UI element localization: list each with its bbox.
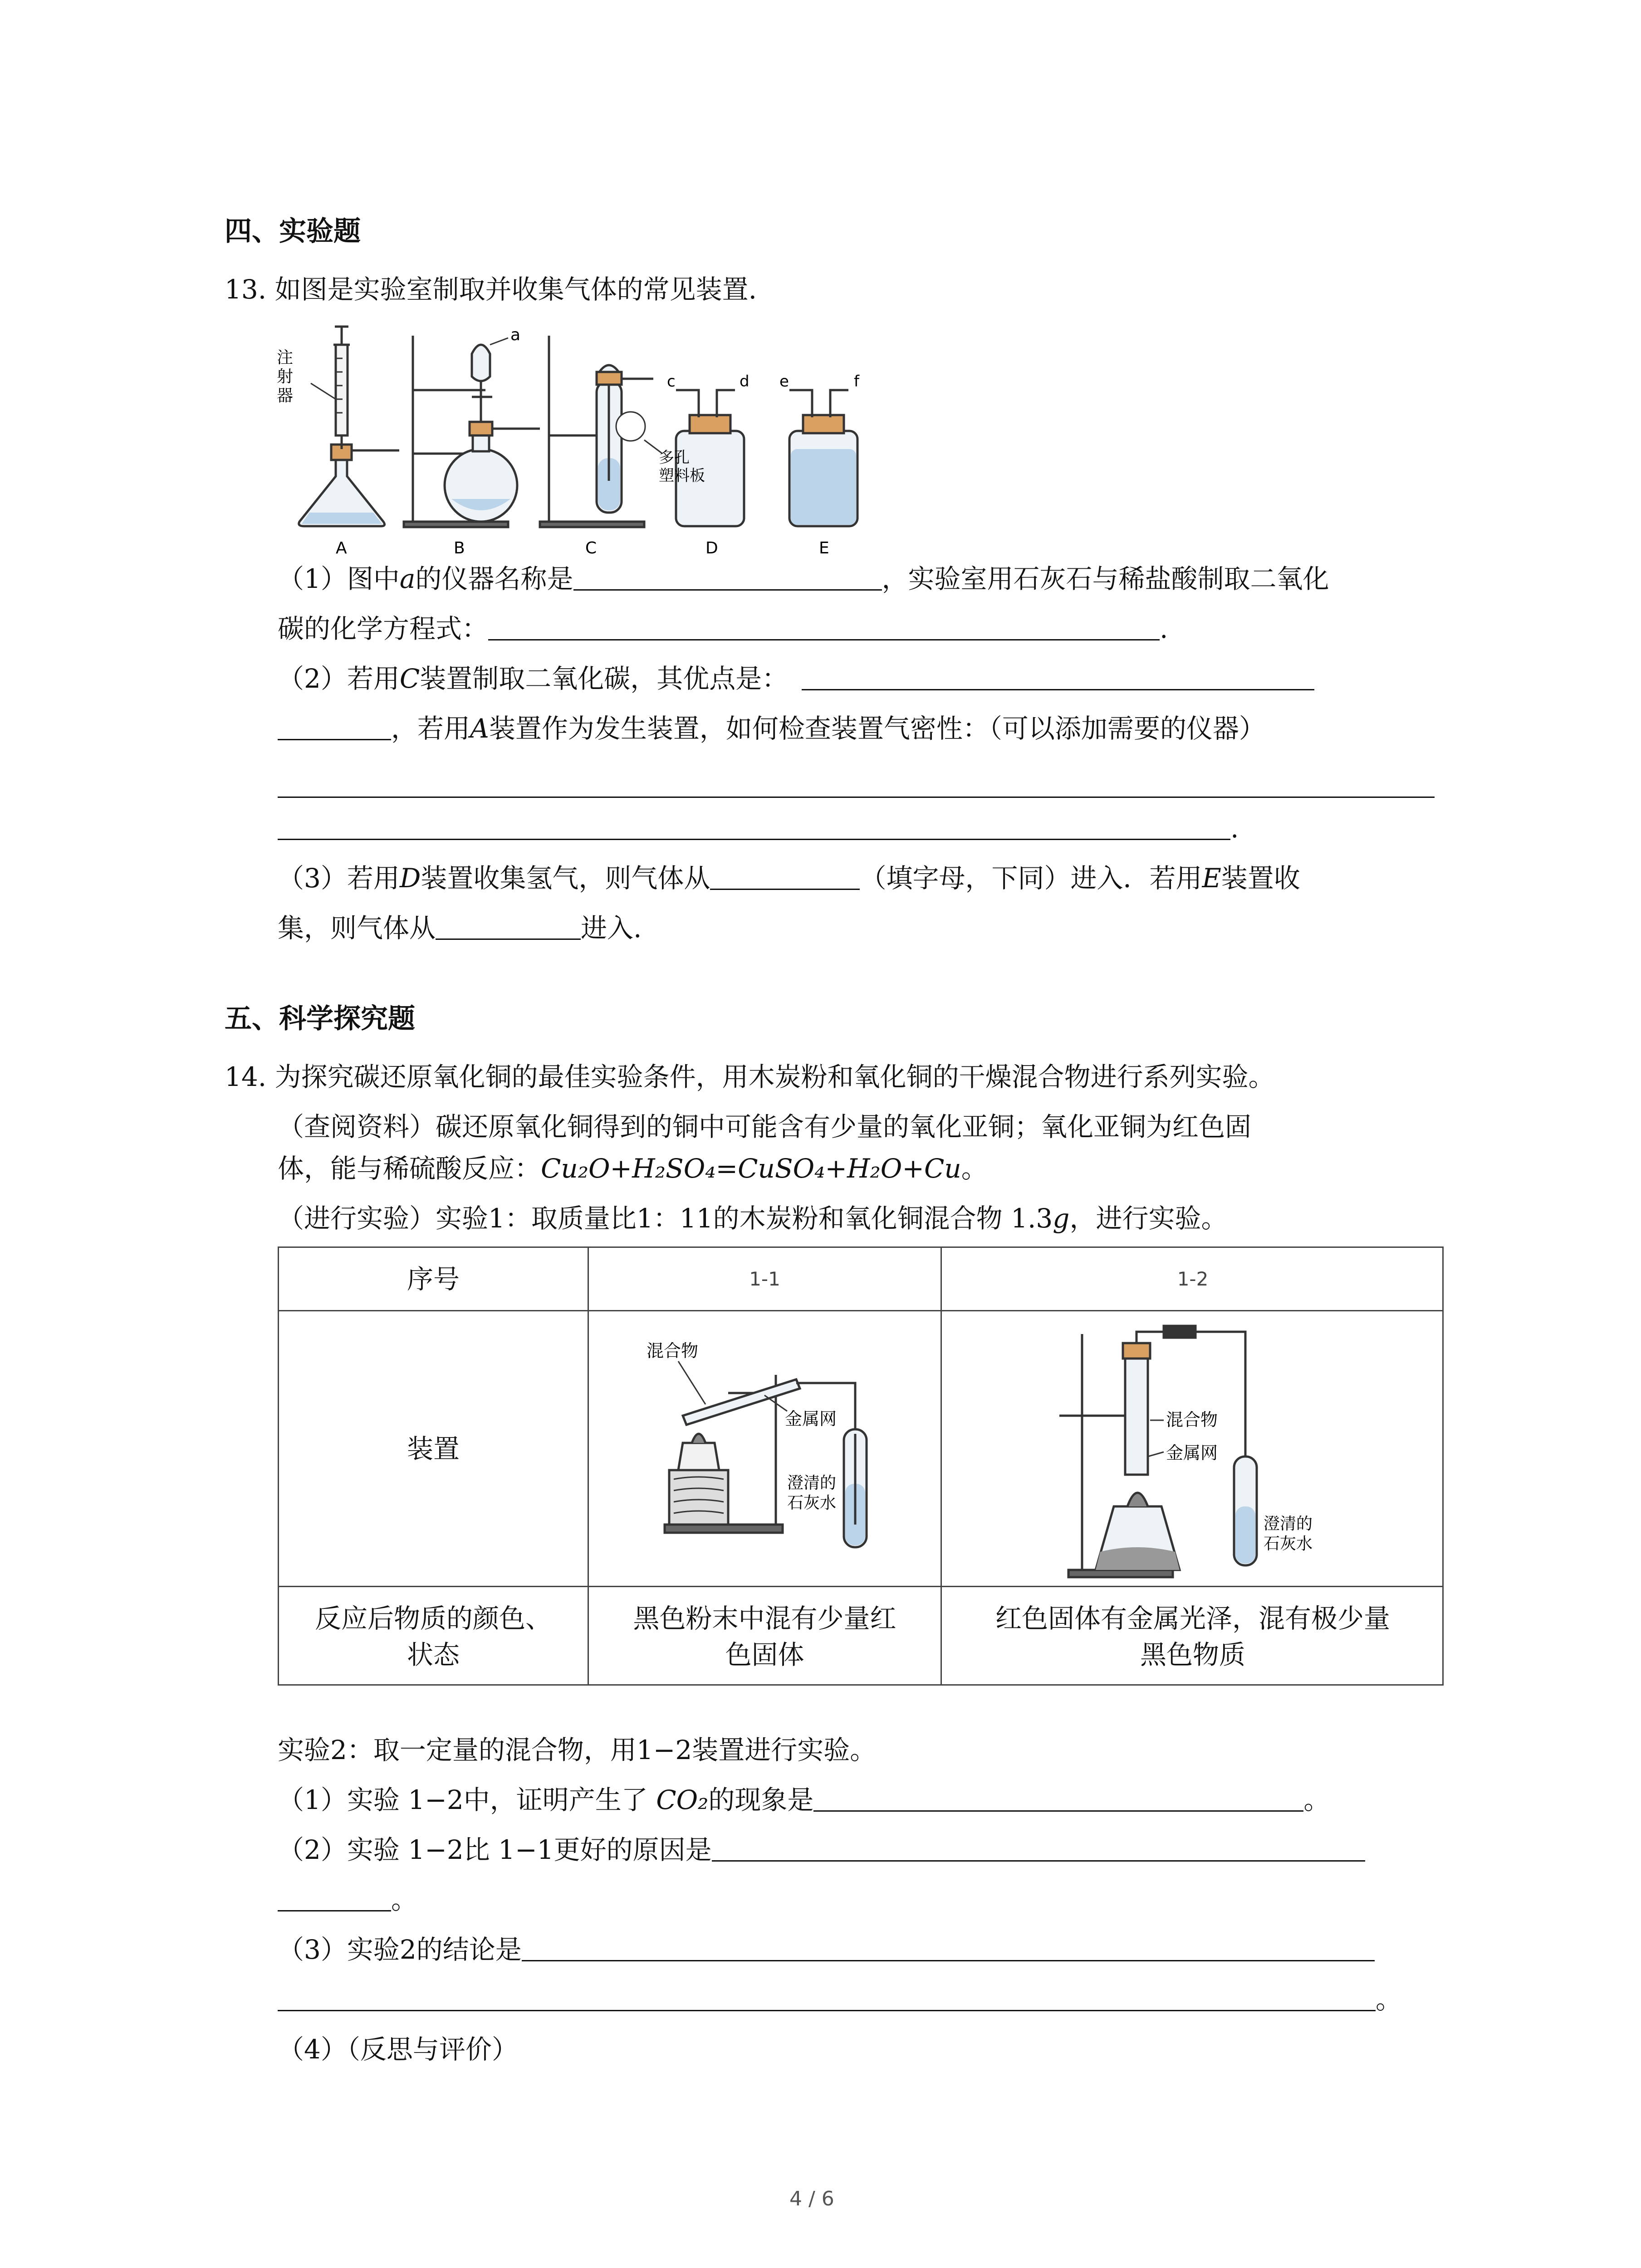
info-line1: （查阅资料）碳还原氧化铜得到的铜中可能含有少量的氧化亚铜；氧化亚铜为红色固 (278, 1111, 1252, 1142)
q13-part3-line1 (278, 860, 1300, 896)
answer-blank[interactable] (278, 811, 1230, 840)
row-label: 装置 (407, 1433, 460, 1464)
label-a: a (510, 326, 521, 344)
text: （1）实验 1−2中，证明产生了 (278, 1784, 656, 1815)
answer-blank[interactable] (278, 711, 391, 740)
text: 的现象是 (708, 1784, 814, 1815)
water-label-1: 澄清的 (1264, 1515, 1313, 1533)
q13-part2-line1 (278, 660, 1314, 697)
q13-part1-line2 (278, 611, 1168, 647)
question-stem: 13. 如图是实验室制取并收集气体的常见装置. (225, 274, 757, 305)
answer-blank[interactable] (436, 910, 581, 940)
text: （3）实验2的结论是 (278, 1934, 522, 1965)
var-E: E (1202, 863, 1221, 894)
text: ，实验室用石灰石与稀盐酸制取二氧化 (882, 563, 1329, 594)
answer-blank[interactable] (573, 561, 882, 591)
mesh-label: 金属网 (785, 1409, 837, 1429)
q14-sub4: （4）（反思与评价） (278, 2034, 518, 2065)
text: 。 (391, 1884, 418, 1915)
text: （1）图中 (278, 563, 400, 594)
text: 。 (1303, 1784, 1330, 1815)
text: （进行实验）实验1：取质量比1：11的木炭粉和氧化铜混合物 1.3 (278, 1203, 1053, 1234)
text: 装置作为发生装置，如何检查装置气密性：（可以添加需要的仪器） (489, 713, 1265, 744)
apparatus-1-1 (615, 1320, 923, 1579)
q13-part2-line4 (278, 810, 1239, 846)
experiment-table (278, 1246, 1444, 1686)
porous-plate-label-1: 多孔 (659, 449, 690, 467)
experiment1-line (278, 1200, 1227, 1237)
text: （3）若用 (278, 863, 400, 894)
label-e: e (779, 372, 789, 391)
text: （填字母，下同）进入．若用 (860, 863, 1202, 894)
label-C: C (585, 539, 597, 557)
label-c: c (667, 372, 676, 391)
experiment2-line: 实验2：取一定量的混合物，用1−2装置进行实验。 (278, 1735, 877, 1765)
text: 集，则气体从 (278, 913, 436, 943)
q14-sub2-line2 (278, 1882, 417, 1918)
chemical: CO₂ (656, 1784, 709, 1815)
q13-part2-line2 (278, 710, 1265, 747)
q13-part3-line2 (278, 910, 642, 946)
var-a: a (399, 563, 416, 594)
text: ，若用 (391, 713, 470, 744)
mesh-label: 金属网 (1166, 1443, 1218, 1463)
chemical-equation: Cu₂O+H₂SO₄=CuSO₄+H₂O+Cu (541, 1153, 961, 1184)
text: . (1230, 813, 1239, 844)
section-heading: 四、实验题 (225, 215, 361, 247)
water-label (787, 1474, 841, 1512)
text: 的仪器名称是 (415, 563, 573, 594)
page-number: 4 / 6 (789, 2187, 834, 2210)
header-cell: 序号 (407, 1263, 460, 1295)
label-d: d (740, 372, 749, 391)
header-cell: 1-1 (749, 1267, 780, 1290)
text: ，进行实验。 (1069, 1203, 1228, 1234)
syringe-label (277, 348, 298, 405)
answer-blank[interactable] (278, 1882, 391, 1911)
unit: g (1053, 1203, 1070, 1234)
syringe-label-3: 器 (277, 386, 294, 405)
text: . (1160, 613, 1168, 644)
q13-part1-line1 (278, 561, 1329, 597)
mix-label: 混合物 (1166, 1410, 1218, 1430)
text: 装置收集氢气，则气体从 (421, 863, 710, 894)
label-B: B (454, 539, 465, 557)
answer-blank[interactable] (710, 860, 860, 890)
q14-sub3 (278, 1931, 1375, 1968)
q14-sub2 (278, 1832, 1365, 1868)
text: 碳的化学方程式： (278, 613, 489, 644)
water-label-1: 澄清的 (787, 1474, 837, 1492)
var-C: C (399, 663, 420, 694)
var-A: A (470, 713, 489, 744)
row-label: 反应后物质的颜色、 状态 (314, 1603, 552, 1670)
q14-sub3-line2 (278, 1981, 1402, 2018)
label-A: A (336, 539, 347, 557)
text: 。 (1376, 1984, 1402, 2015)
answer-blank[interactable] (488, 611, 1160, 640)
text: 装置收 (1221, 863, 1300, 894)
info-line2 (278, 1150, 988, 1187)
answer-blank[interactable] (278, 1982, 1376, 2011)
result-cell: 红色固体有金属光泽，混有极少量 黑色物质 (995, 1603, 1390, 1670)
answer-blank[interactable] (712, 1832, 1365, 1862)
label-D: D (705, 539, 718, 557)
porous-plate-label-2: 塑料板 (659, 467, 705, 485)
answer-blank[interactable] (813, 1782, 1303, 1812)
text: 。 (961, 1153, 988, 1184)
text: 装置制取二氧化碳，其优点是： (420, 663, 789, 694)
question-stem: 14. 为探究碳还原氧化铜的最佳实验条件，用木炭粉和氧化铜的干燥混合物进行系列实验。 (225, 1061, 1275, 1092)
water-label (1264, 1515, 1318, 1553)
result-cell: 黑色粉末中混有少量红 色固体 (633, 1603, 896, 1670)
section-heading: 五、科学探究题 (225, 1003, 415, 1035)
text: 进入. (581, 913, 642, 943)
answer-blank-full[interactable] (278, 796, 1435, 798)
mix-label: 混合物 (647, 1341, 699, 1361)
water-label-2: 石灰水 (1264, 1535, 1313, 1553)
header-cell: 1-2 (1177, 1267, 1209, 1290)
text: （2）实验 1−2比 1−1更好的原因是 (278, 1834, 712, 1865)
answer-blank[interactable] (802, 661, 1314, 690)
apparatus-figure (268, 308, 912, 562)
apparatus-1-2 (1050, 1316, 1359, 1584)
label-f: f (854, 372, 859, 391)
water-label-2: 石灰水 (787, 1494, 837, 1512)
label-E: E (819, 539, 829, 557)
answer-blank[interactable] (522, 1932, 1375, 1961)
text: 体，能与稀硫酸反应： (278, 1153, 541, 1184)
q14-sub1 (278, 1782, 1330, 1818)
text: （2）若用 (278, 663, 400, 694)
var-D: D (399, 863, 421, 894)
syringe-label-2: 射 (277, 367, 294, 386)
syringe-label-1: 注 (277, 348, 294, 367)
